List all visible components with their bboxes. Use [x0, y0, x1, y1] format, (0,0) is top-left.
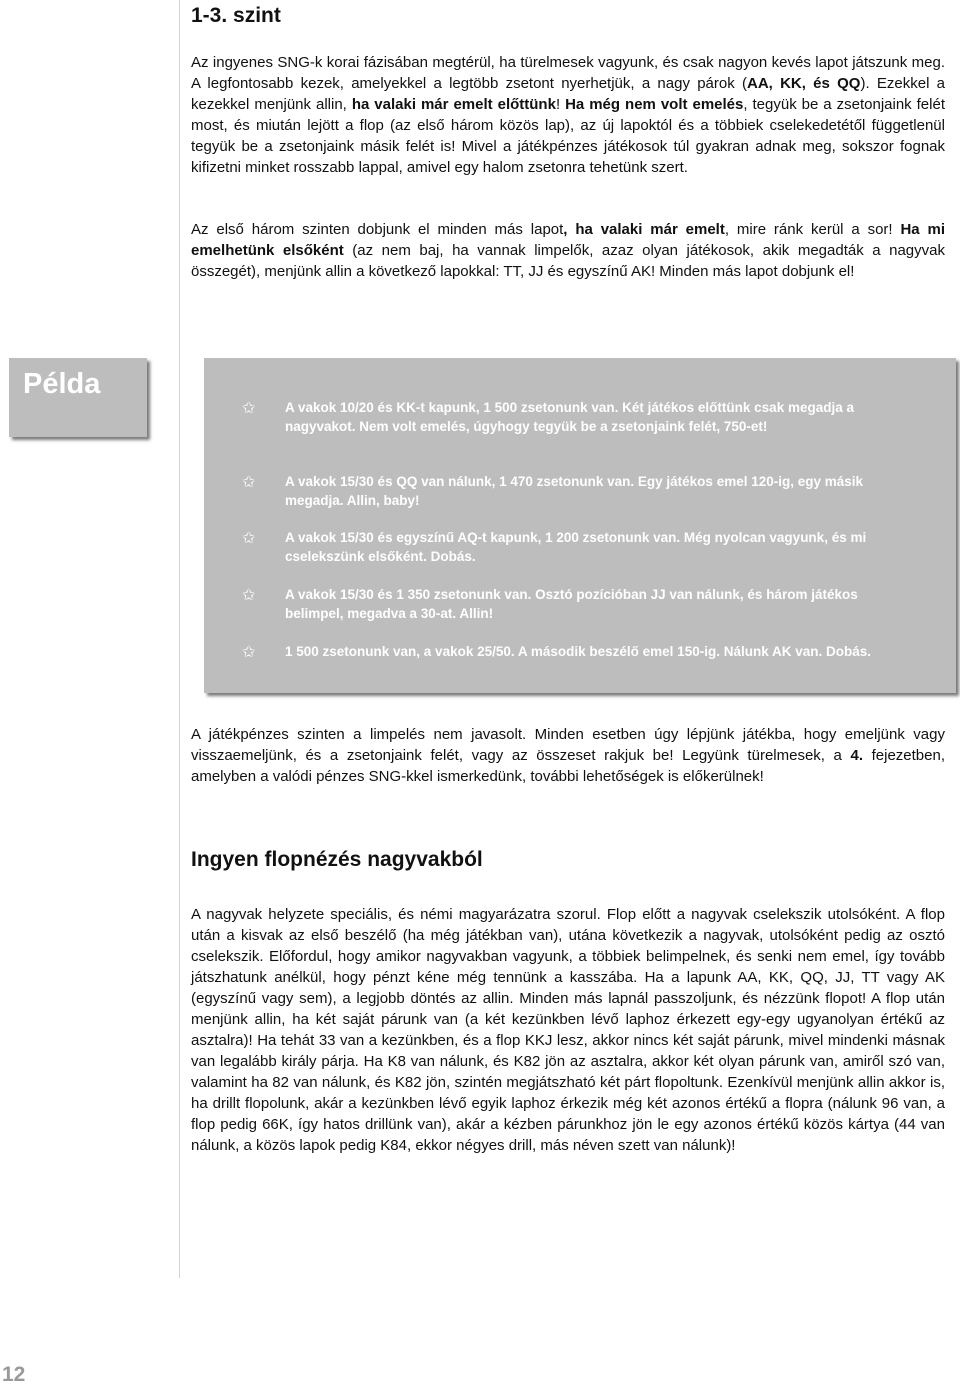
- text-run: ). Ezekkel a kezekkel menjünk allin,: [191, 75, 945, 113]
- text-run: !: [555, 96, 566, 113]
- text-run-bold: AA, KK, és QQ: [746, 75, 861, 92]
- text-run: A játékpénzes szinten a limpelés nem javasolt. Minden esetben úgy lépjünk játékba, hogy emeljünk vagy visszaemeljünk, és a zsetonjaink felét, vagy az összeset rakjuk be! Legyünk türelmesek, a: [191, 726, 945, 764]
- text-run-bold: Ha mi emelhetünk elsőként: [191, 221, 946, 259]
- example-item-text: A vakok 10/20 és KK-t kapunk, 1 500 zsetonunk van. Két játékos előttünk csak megadja a nagyvakot. Nem volt emelés, úgyhogy tegyük be a zsetonjaink felét, 750-et!: [285, 400, 854, 434]
- section-title: 1-3. szint: [191, 4, 281, 27]
- example-item-text: 1 500 zsetonunk van, a vakok 25/50. A második beszélő emel 150-ig. Nálunk AK van. Dobás.: [285, 644, 871, 659]
- star-outline-icon: ✩: [242, 474, 256, 491]
- text-run: Az első három szinten dobjunk el minden más lapot: [191, 221, 564, 238]
- example-label: Példa: [23, 368, 101, 400]
- paragraph-rules: [191, 219, 945, 282]
- section2-title: Ingyen flopnézés nagyvakból: [191, 848, 483, 871]
- star-outline-icon: ✩: [242, 587, 256, 604]
- example-label-box: [9, 358, 147, 437]
- text-run: , tegyük be a zsetonjaink felét most, és miután lejött a flop (az első három közös lap), az új lapoktól és a többiek cselekedetétől függetlenül tegyük be a zsetonjaink másik felét is! Mivel a játékpénzes játékosok túl gyakran adnak meg, sokszor fognak kifizetni minket rosszabb lappal, amivel egy halom zsetonra tehetünk szert.: [191, 96, 945, 176]
- example-box: [204, 358, 956, 693]
- paragraph-limping: [191, 724, 945, 787]
- star-outline-icon: ✩: [242, 400, 256, 417]
- margin-rule: [179, 0, 180, 1278]
- star-outline-icon: ✩: [242, 530, 256, 547]
- text-run: , mire ránk kerül a sor!: [724, 221, 901, 238]
- text-run-bold: , ha valaki már emelt: [563, 221, 725, 238]
- star-outline-icon: ✩: [242, 644, 256, 661]
- example-item-text: A vakok 15/30 és egyszínű AQ-t kapunk, 1 200 zsetonunk van. Még nyolcan vagyunk, és mi cselekszünk elsőként. Dobás.: [285, 530, 867, 564]
- paragraph-big-blind: A nagyvak helyzete speciális, és némi magyarázatra szorul. Flop előtt a nagyvak cselekszik utolsóként. A flop után a kisvak az első beszélő (ha még játékban van), utána következik a nagyvak, utolsóként pedig az osztó cselekszik. Előfordul, hogy amikor nagyvakban vagyunk, a többiek belimpelnek, és senki nem emel, így tovább játszhatunk anélkül, hogy pénzt kéne még tennünk a kasszába. Ha a lapunk AA, KK, QQ, JJ, TT vagy AK (egyszínű vagy sem), a legjobb döntés az allin. Minden más lapnál passzoljunk, és nézzünk flopot! A flop után menjünk allin, ha két saját párunk van (a két kezünkben lévő laphoz érkezett egy-egy ugyanolyan értékű az asztalra)! Ha tehát 33 van a kezünkben, és a flop KKJ lesz, akkor nincs két saját párunk, mivel mindenki másnak van legalább király párja. Ha K8 van nálunk, és K82 jön az asztalra, akkor két olyan párunk van, amiről szó van, valamint ha 82 van nálunk, és K82 jön, szintén megjátszható két párt flopoltunk. Ezenkívül menjünk allin akkor is, ha drillt flopolunk, akár a kezünkben lévő egyik laphoz érkezik még két azonos értékű a flopra (nálunk 96 van, a flop pedig 66K, így hatos drillünk van), akár a kézben párunkhoz jön le egy azonos értékű közös kártya (44 van nálunk, a közös lapok pedig K84, ekkor négyes drill, más néven szett van nálunk)!: [191, 906, 945, 1154]
- text-run: Az ingyenes SNG-k korai fázisában megtérül, ha türelmesek vagyunk, és csak nagyon kevés lapot játszunk meg. A legfontosabb kezek, amelyekkel a legtöbb zsetont nyerhetjük, a nagy párok (: [191, 54, 945, 92]
- text-run: (az nem baj, ha vannak limpelők, azaz olyan játékosok, akik megadták a nagyvak összegét), menjünk allin a következő lapokkal: TT, JJ és egyszínű AK! Minden más lapot dobjunk el!: [191, 242, 945, 280]
- example-item-text: A vakok 15/30 és 1 350 zsetonunk van. Osztó pozícióban JJ van nálunk, és három játékos belimpel, megadva a 30-at. Allin!: [285, 587, 858, 621]
- example-item-text: A vakok 15/30 és QQ van nálunk, 1 470 zsetonunk van. Egy játékos emel 120-ig, egy másik megadja. Allin, baby!: [285, 474, 864, 508]
- text-run-bold: 4.: [850, 747, 864, 764]
- page-number: 12: [2, 1363, 26, 1386]
- paragraph-intro: [191, 52, 945, 178]
- text-run-bold: ha valaki már emelt előttünk: [351, 96, 556, 113]
- text-run-bold: Ha még nem volt emelés: [565, 96, 744, 113]
- text-run: fejezetben, amelyben a valódi pénzes SNG-kkel ismerkedünk, további lehetőségek is előkerülnek!: [191, 747, 945, 785]
